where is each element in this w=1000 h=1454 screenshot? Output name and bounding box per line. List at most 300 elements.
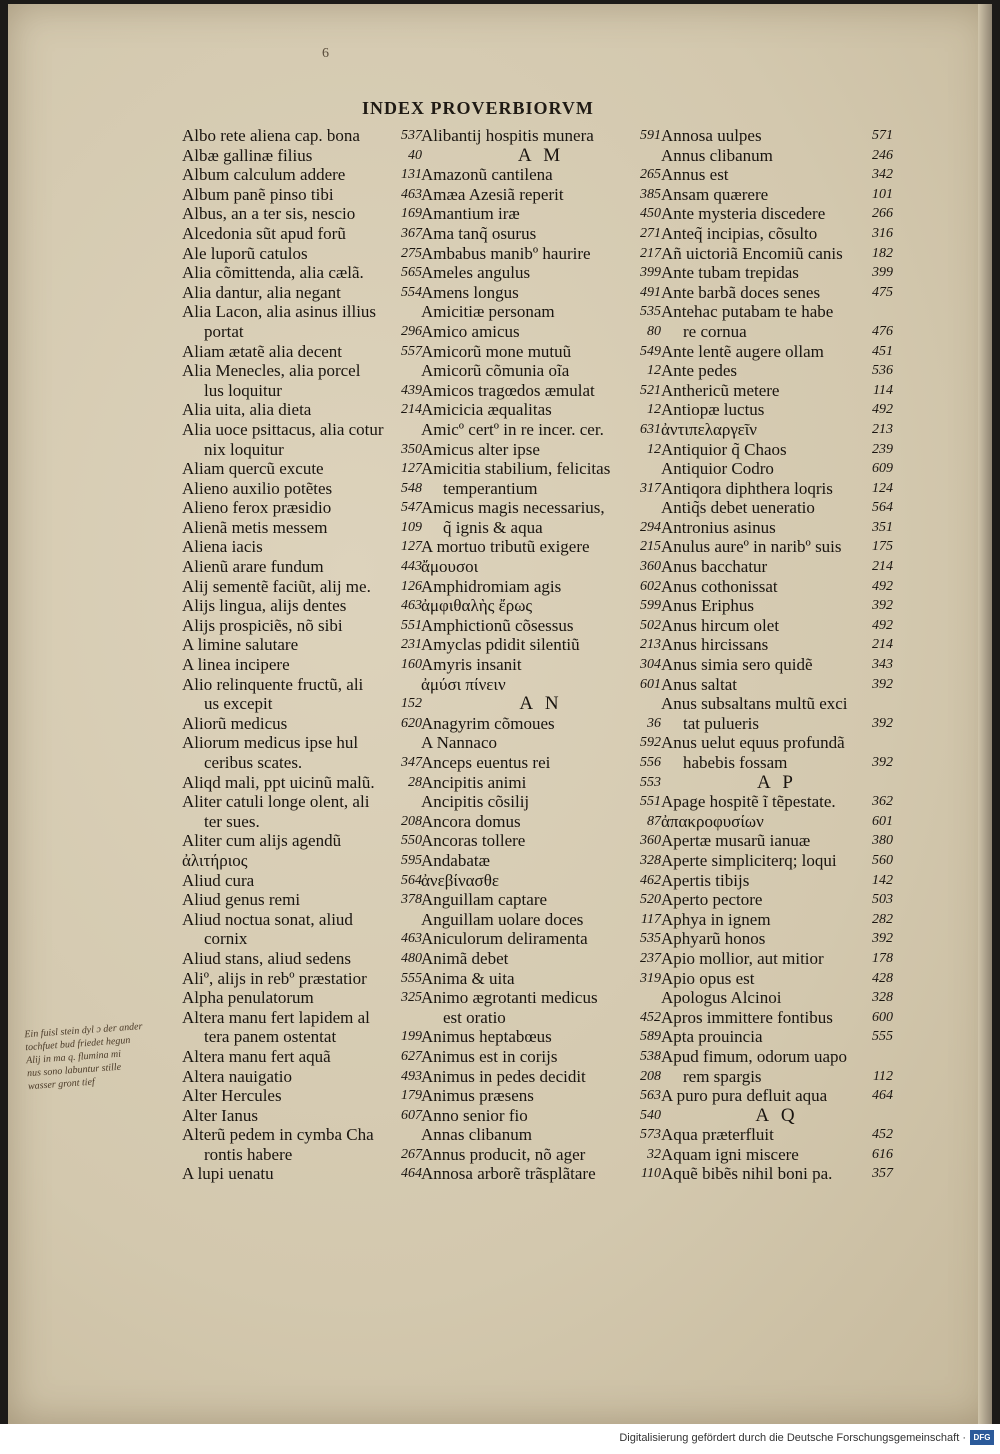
index-entry (182, 812, 422, 832)
entry-text: Aliam quercũ excute (182, 459, 324, 479)
entry-page-number: 492 (872, 402, 893, 418)
index-entry (661, 322, 893, 342)
entry-text: Aquẽ bibẽs nihil boni pa. (661, 1164, 833, 1184)
index-entry (182, 557, 422, 577)
entry-page-number: 246 (872, 147, 893, 163)
entry-page-number: 464 (872, 1088, 893, 1104)
index-entry (182, 420, 422, 440)
index-entry (661, 812, 893, 832)
entry-page-number: 213 (640, 637, 661, 653)
index-entry (182, 302, 422, 322)
entry-page-number: 342 (872, 167, 893, 183)
entry-text: Albus, an a ter sis, nescio (182, 204, 356, 224)
entry-text: Apio opus est (661, 968, 755, 988)
entry-page-number: 502 (640, 617, 661, 633)
index-entry (421, 1027, 661, 1047)
index-entry (182, 773, 422, 793)
entry-text: Apio mollior, aut mitior (661, 948, 824, 968)
index-entry (661, 988, 893, 1008)
entry-text: Aphyarũ honos (661, 929, 766, 949)
entry-page-number: 294 (640, 519, 661, 535)
index-column-2 (421, 126, 661, 1184)
entry-text: tat pulueris (683, 713, 760, 733)
index-entry (182, 616, 422, 636)
index-entry (421, 969, 661, 989)
entry-text: Alpha penulatorum (182, 988, 314, 1008)
entry-text: Ante tubam trepidas (661, 263, 799, 283)
entry-page-number: 631 (640, 421, 661, 437)
entry-text: Apertis tibijs (661, 870, 750, 890)
index-entry (661, 733, 893, 753)
entry-page-number: 549 (640, 343, 661, 359)
entry-page-number: 452 (872, 1127, 893, 1143)
entry-page-number: 239 (872, 441, 893, 457)
index-entry (182, 792, 422, 812)
entry-text: Anthericũ metere (661, 380, 780, 400)
entry-text: Aliam ætatẽ alia decent (182, 341, 343, 361)
entry-page-number: 266 (872, 206, 893, 222)
entry-page-number: 160 (401, 657, 422, 673)
entry-page-number: 199 (401, 1029, 422, 1045)
index-entry (661, 302, 893, 322)
entry-text: Antehac putabam te habe (661, 302, 834, 322)
entry-text: A limine salutare (182, 635, 299, 655)
index-entry (182, 224, 422, 244)
entry-text: Alijs prospiciẽs, nõ sibi (182, 615, 343, 635)
entry-page-number: 169 (401, 206, 422, 222)
entry-page-number: 347 (401, 755, 422, 770)
entry-page-number: 589 (640, 1029, 661, 1045)
entry-page-number: 36 (647, 715, 661, 731)
entry-page-number: 267 (401, 1146, 422, 1162)
index-entry (661, 498, 893, 518)
entry-text: Anima & uita (421, 968, 515, 988)
entry-text: Aliqd mali, ppt uicinũ malũ. (182, 772, 375, 792)
entry-page-number: 627 (401, 1048, 422, 1064)
index-entry (182, 910, 422, 930)
index-entry (182, 1125, 422, 1145)
index-entry (182, 655, 422, 675)
entry-text: A N (519, 693, 563, 715)
entry-text: Aliud cura (182, 870, 255, 890)
entry-text: Album panẽ pinso tibi (182, 184, 334, 204)
entry-page-number: 357 (872, 1166, 893, 1182)
entry-text: ἀμφιθαλὴς ἔρως (421, 596, 533, 616)
entry-text: Amicorũ mone mutuũ (421, 341, 572, 361)
entry-text: Antiopæ luctus (661, 400, 765, 420)
entry-text: Annas clibanum (421, 1125, 532, 1145)
entry-text: ter sues. (204, 811, 260, 831)
entry-page-number: 564 (872, 500, 893, 516)
entry-text: Anus Eriphus (661, 596, 755, 616)
entry-text: Ancoras tollere (421, 831, 526, 851)
entry-page-number: 208 (640, 1068, 661, 1084)
entry-text: ἄμουσοι (421, 557, 479, 577)
index-entry (182, 537, 422, 557)
index-entry (421, 479, 661, 499)
entry-page-number: 450 (640, 206, 661, 222)
index-entry (421, 714, 661, 734)
entry-text: Amicitia stabilium, felicitas (421, 459, 611, 479)
index-entry (661, 420, 893, 440)
entry-text: Antiquior Codro (661, 459, 774, 479)
entry-text: q̃ ignis & aqua (443, 517, 543, 537)
entry-text: Alibantij hospitis munera (421, 126, 594, 145)
entry-page-number: 231 (401, 637, 422, 653)
index-entry (182, 244, 422, 264)
entry-text: Amyris insanit (421, 655, 522, 675)
entry-text: habebis fossam (683, 753, 788, 772)
entry-page-number: 551 (640, 794, 661, 810)
entry-page-number: 535 (640, 931, 661, 947)
entry-text: Antronius asinus (661, 517, 776, 537)
index-entry (661, 890, 893, 910)
entry-text: Amyclas pdidit silentiũ (421, 635, 580, 655)
entry-page-number: 565 (401, 265, 422, 281)
index-column-3 (661, 126, 893, 1184)
entry-text: portat (204, 321, 244, 341)
index-entry (182, 1086, 422, 1106)
entry-page-number: 571 (872, 128, 893, 143)
entry-text: Amico amicus (421, 321, 520, 341)
section-letter-heading (661, 1106, 893, 1126)
entry-page-number: 214 (872, 559, 893, 575)
entry-page-number: 591 (640, 128, 661, 143)
index-entry (421, 988, 661, 1008)
entry-page-number: 399 (872, 265, 893, 281)
index-entry (421, 596, 661, 616)
entry-page-number: 476 (872, 323, 893, 339)
entry-page-number: 536 (872, 363, 893, 379)
entry-page-number: 548 (401, 480, 422, 496)
entry-page-number: 592 (640, 735, 661, 751)
dfg-logo: DFG (970, 1430, 994, 1445)
index-entry (182, 1164, 422, 1184)
entry-text: Aqua præterfluit (661, 1125, 774, 1145)
index-column-1 (182, 126, 422, 1184)
index-entry (421, 1067, 661, 1087)
index-entry (182, 831, 422, 851)
index-entry (661, 459, 893, 479)
index-entry (661, 851, 893, 871)
index-entry (182, 322, 422, 342)
index-entry (421, 440, 661, 460)
index-entry (661, 1047, 893, 1067)
index-entry (421, 165, 661, 185)
index-entry (661, 871, 893, 891)
index-entry (661, 655, 893, 675)
index-entry (421, 400, 661, 420)
entry-text: Alio relinquente fructũ, ali (182, 674, 364, 694)
index-entry (182, 1027, 422, 1047)
entry-page-number: 178 (872, 950, 893, 966)
signature-mark: 6 (322, 46, 329, 61)
entry-page-number: 392 (872, 676, 893, 692)
entry-text: Alcedonia sũt apud forũ (182, 223, 346, 243)
index-entry (661, 577, 893, 597)
entry-text: Ante pedes (661, 361, 738, 381)
index-entry (182, 1067, 422, 1087)
entry-text: Aliud noctua sonat, aliud (182, 909, 353, 929)
entry-page-number: 464 (401, 1166, 422, 1182)
entry-page-number: 520 (640, 892, 661, 908)
entry-page-number: 392 (872, 598, 893, 614)
entry-text: Amazonũ cantilena (421, 165, 553, 185)
index-entry (661, 479, 893, 499)
entry-text: A Nannaco (421, 733, 498, 753)
index-entry (421, 910, 661, 930)
entry-page-number: 265 (640, 167, 661, 183)
entry-text: Alienũ arare fundum (182, 557, 324, 577)
entry-text: Anguillam captare (421, 890, 548, 910)
entry-page-number: 237 (640, 950, 661, 966)
index-entry (661, 910, 893, 930)
entry-page-number: 463 (401, 186, 422, 202)
entry-page-number: 616 (872, 1146, 893, 1162)
entry-text: Alter Hercules (182, 1086, 282, 1106)
entry-page-number: 380 (872, 833, 893, 849)
entry-text: Annus clibanum (661, 145, 773, 165)
index-entry (421, 322, 661, 342)
entry-page-number: 360 (640, 833, 661, 849)
index-entry (182, 1106, 422, 1126)
index-entry (421, 518, 661, 538)
index-entry (661, 1067, 893, 1087)
entry-page-number: 600 (872, 1009, 893, 1025)
entry-text: Amphictionũ cõsessus (421, 615, 574, 635)
entry-page-number: 595 (401, 852, 422, 868)
entry-page-number: 179 (401, 1088, 422, 1104)
index-entry (661, 185, 893, 205)
index-entry (182, 361, 422, 381)
entry-page-number: 12 (647, 402, 661, 418)
entry-text: Alia Lacon, alia asinus illius (182, 302, 377, 322)
entry-text: Annosa uulpes (661, 126, 762, 145)
entry-page-number: 428 (872, 970, 893, 986)
entry-page-number: 127 (401, 461, 422, 477)
index-entry (661, 263, 893, 283)
entry-page-number: 554 (401, 284, 422, 300)
section-letter-heading (661, 773, 893, 793)
index-entry (182, 675, 422, 695)
index-entry (182, 949, 422, 969)
index-entry (661, 204, 893, 224)
entry-text: Ancipitis cõsilij (421, 792, 530, 812)
entry-text: Amæa Azesiã reperit (421, 184, 564, 204)
entry-text: A Q (755, 1104, 799, 1126)
section-letter-heading (421, 694, 661, 714)
index-entry (182, 929, 422, 949)
entry-text: Apros immittere fontibus (661, 1007, 833, 1027)
entry-text: Apta prouincia (661, 1027, 763, 1047)
index-entry (421, 831, 661, 851)
entry-text: tera panem ostentat (204, 1027, 337, 1047)
entry-text: Andabatæ (421, 850, 490, 870)
index-entry (421, 1047, 661, 1067)
index-entry (421, 302, 661, 322)
entry-page-number: 282 (872, 911, 893, 927)
index-entry (182, 1047, 422, 1067)
index-entry (421, 1145, 661, 1165)
index-entry (182, 635, 422, 655)
entry-text: Anus simia sero quidẽ (661, 655, 813, 675)
index-entry (421, 792, 661, 812)
index-entry (421, 1008, 661, 1028)
entry-text: Ante barbã doces senes (661, 282, 821, 302)
entry-page-number: 316 (872, 225, 893, 241)
entry-text: Altera manu fert aquã (182, 1046, 331, 1066)
entry-page-number: 491 (640, 284, 661, 300)
entry-page-number: 360 (640, 559, 661, 575)
entry-text: Albo rete aliena cap. bona (182, 126, 360, 145)
entry-page-number: 609 (872, 461, 893, 477)
index-entry (661, 1008, 893, 1028)
entry-text: Aquam igni miscere (661, 1144, 799, 1164)
index-entry (661, 949, 893, 969)
index-entry (661, 635, 893, 655)
entry-text: Anguillam uolare doces (421, 909, 584, 929)
entry-text: Amicicia æqualitas (421, 400, 552, 420)
index-entry (421, 753, 661, 773)
entry-text: Ancora domus (421, 811, 521, 831)
entry-page-number: 463 (401, 598, 422, 614)
entry-page-number: 12 (647, 363, 661, 379)
entry-text: Antiqora diphthera loqris (661, 478, 833, 498)
entry-page-number: 553 (640, 774, 661, 790)
entry-page-number: 112 (873, 1068, 893, 1084)
entry-text: Aliorũ medicus (182, 713, 288, 733)
entry-page-number: 557 (401, 343, 422, 359)
index-entry (421, 420, 661, 440)
index-entry (182, 381, 422, 401)
entry-page-number: 101 (872, 186, 893, 202)
entry-page-number: 451 (872, 343, 893, 359)
entry-page-number: 607 (401, 1107, 422, 1123)
entry-text: ἀνεβίνασθε (421, 870, 499, 890)
entry-text: Amicus magis necessarius, (421, 498, 605, 518)
entry-page-number: 555 (872, 1029, 893, 1045)
entry-page-number: 319 (640, 970, 661, 986)
index-entry (182, 185, 422, 205)
entry-page-number: 535 (640, 304, 661, 320)
index-entry (421, 675, 661, 695)
entry-page-number: 385 (640, 186, 661, 202)
index-entry (661, 1164, 893, 1184)
entry-page-number: 127 (401, 539, 422, 555)
index-entry (661, 1145, 893, 1165)
entry-text: A mortuo tributũ exigere (421, 537, 590, 557)
index-entry (182, 851, 422, 871)
entry-page-number: 392 (872, 715, 893, 731)
entry-text: Ante lentẽ augere ollam (661, 341, 824, 361)
entry-page-number: 493 (401, 1068, 422, 1084)
entry-text: Ante mysteria discedere (661, 204, 826, 224)
entry-page-number: 271 (640, 225, 661, 241)
entry-text: Annosa arborẽ trãsplãtare (421, 1164, 596, 1184)
index-entry (661, 224, 893, 244)
index-entry (661, 537, 893, 557)
entry-text: Altera manu fert lapidem al (182, 1007, 370, 1027)
entry-text: Annus est (661, 165, 729, 185)
entry-page-number: 492 (872, 617, 893, 633)
index-entry (182, 871, 422, 891)
index-entry (421, 655, 661, 675)
entry-page-number: 40 (408, 147, 422, 163)
section-letter-heading (421, 146, 661, 166)
entry-page-number: 350 (401, 441, 422, 457)
entry-page-number: 547 (401, 500, 422, 516)
entry-text: Aniculorum deliramenta (421, 929, 588, 949)
index-entry (421, 204, 661, 224)
entry-page-number: 599 (640, 598, 661, 614)
entry-text: Amicitiæ personam (421, 302, 555, 322)
index-entry (421, 871, 661, 891)
index-entry (421, 773, 661, 793)
entry-text: ceribus scates. (204, 753, 303, 772)
entry-text: Anulus aureº in naribº suis (661, 537, 842, 557)
index-entry (421, 812, 661, 832)
entry-page-number: 296 (401, 323, 422, 339)
entry-text: Alia uoce psittacus, alia cotur (182, 419, 384, 439)
index-entry (182, 694, 422, 714)
index-entry (421, 1106, 661, 1126)
index-entry (661, 969, 893, 989)
entry-page-number: 563 (640, 1088, 661, 1104)
entry-text: Ansam quærere (661, 184, 769, 204)
entry-text: Anus bacchatur (661, 557, 768, 577)
entry-page-number: 351 (872, 519, 893, 535)
entry-page-number: 564 (401, 872, 422, 888)
index-entry (182, 969, 422, 989)
entry-text: Ama tanq̃ osurus (421, 223, 537, 243)
index-entry (661, 714, 893, 734)
entry-page-number: 87 (647, 813, 661, 829)
index-entry (661, 244, 893, 264)
entry-page-number: 114 (873, 382, 893, 398)
entry-text: Animo ægrotanti medicus (421, 988, 598, 1008)
entry-text: Amens longus (421, 282, 519, 302)
entry-text: Albæ gallinæ filius (182, 145, 313, 165)
index-entry (421, 126, 661, 146)
entry-page-number: 443 (401, 559, 422, 575)
entry-page-number: 538 (640, 1048, 661, 1064)
entry-text: Ambabus manibº haurire (421, 243, 591, 263)
book-page (8, 4, 992, 1424)
index-entry (421, 733, 661, 753)
index-entry (421, 342, 661, 362)
index-entry (661, 616, 893, 636)
index-entry (182, 146, 422, 166)
entry-text: ἀμύσι πίνειν (421, 674, 506, 694)
entry-page-number: 475 (872, 284, 893, 300)
entry-text: Annus producit, nõ ager (421, 1144, 586, 1164)
index-entry (182, 126, 422, 146)
entry-page-number: 213 (872, 421, 893, 437)
entry-text: Amicorũ cõmunia oĩa (421, 361, 570, 381)
entry-page-number: 362 (872, 794, 893, 810)
index-entry (661, 1125, 893, 1145)
entry-text: Album calculum addere (182, 165, 346, 185)
entry-text: Alia cõmittenda, alia cælã. (182, 263, 364, 283)
entry-page-number: 540 (640, 1107, 661, 1123)
index-entry (661, 518, 893, 538)
index-entry (421, 244, 661, 264)
entry-text: Añ uictoriã Encomiũ canis (661, 243, 843, 263)
index-entry (421, 263, 661, 283)
entry-page-number: 503 (872, 892, 893, 908)
index-entry (182, 577, 422, 597)
index-entry (182, 753, 422, 773)
